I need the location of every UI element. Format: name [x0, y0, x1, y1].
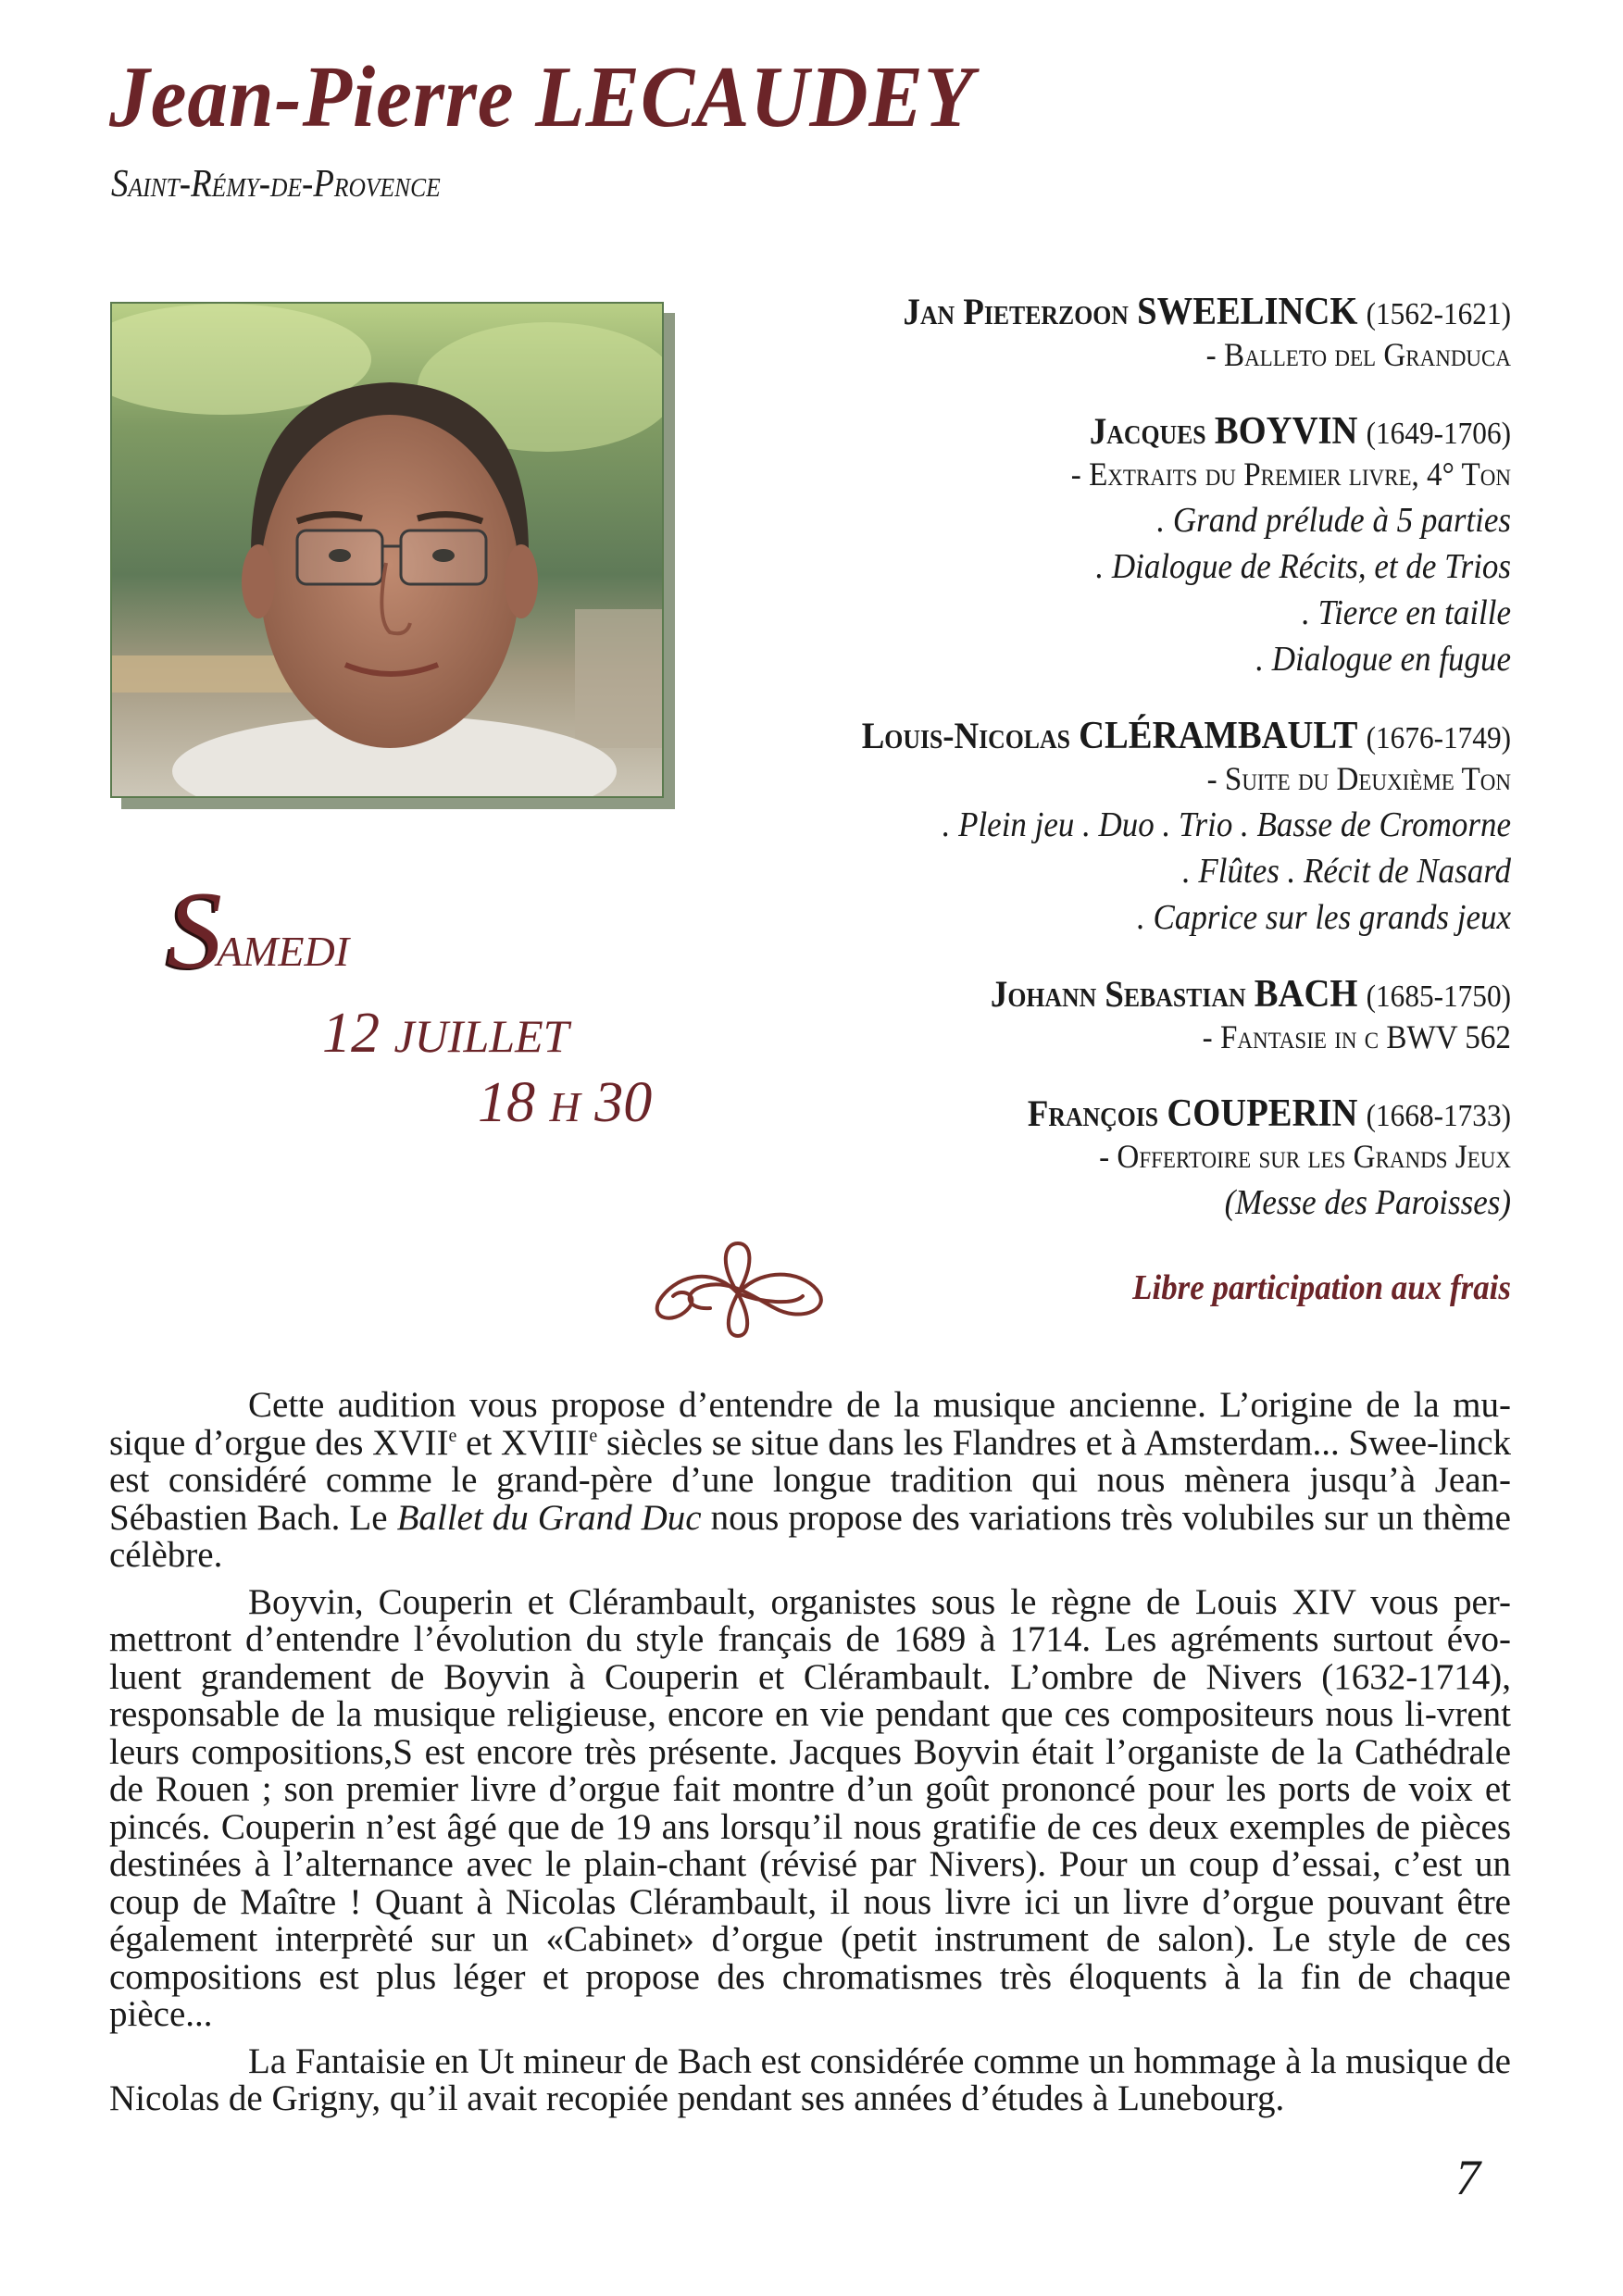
notes-paragraph-2: Boyvin, Couperin et Clérambault, organistes sous le règne de Louis XIV vous per-mettront d’entendre l’évolution du style français de 1689 à 1714. Les agréments surtout évo-luent grandement de Boyvin à Couperin et Clérambault. L’ombre de Nivers (1632-1714), responsable de la musique religieuse, encore en vie pendant que ces compositeurs nous li-vrent leurs compositions,S est encore très présente. Jacques Boyvin était l’organiste de la Cathédrale de Rouen ; son premier livre d’orgue fait montre d’un goût prononcé pour les ports de voix et pincés. Couperin n’est âgé que de 19 ans lorsqu’il nous gratifie de ces deux exemples de pièces destinées à l’alternance avec le plain-chant (révisé par Nivers). Pour un coup d’essai, c’est un coup de Maître ! Quant à Nicolas Clérambault, il nous livre ici un livre d’orgue pouvant être également interprèté sur un «Cabinet» d’orgue (petit instrument de salon). Le style de ces compositions est plus léger et propose des chromatismes très éloquents à la fin de chaque pièce... — [109, 1581, 1511, 2034]
composer-first-names: François — [1027, 1092, 1159, 1134]
composer-surname: SWEELINCK — [1137, 291, 1358, 333]
composer-dates: (1676-1749) — [1366, 721, 1511, 755]
movement-title: . Grand prélude à 5 parties — [1156, 501, 1511, 540]
composer-first-names: Louis-Nicolas — [861, 715, 1070, 756]
composer-surname: CLÉRAMBAULT — [1079, 715, 1358, 757]
day-rest: AMEDI — [217, 928, 350, 975]
composer-surname: COUPERIN — [1167, 1092, 1358, 1135]
time-separator: H — [549, 1083, 581, 1130]
concert-day — [167, 868, 350, 992]
work-title: - Balleto del Granduca — [1205, 336, 1511, 373]
notes-text: Cette audition vous propose d’entendre de la musique ancienne. L’origine de la mu-sique d’orgue des XVII — [109, 1385, 1511, 1463]
notes-text: siècles se situe dans les Flandres et à Amsterdam... Swee-linck est considéré comme le grand-père d’une longue tradition qui nous mènera jusqu’à Jean-Sébastien Bach. Le — [109, 1422, 1512, 1538]
composer-heading — [744, 293, 1511, 338]
movement-title: . Caprice sur les grands jeux — [1137, 898, 1511, 937]
notes-text: et XVIII — [456, 1422, 590, 1463]
work-title-italic: Ballet du Grand Duc — [396, 1497, 702, 1538]
composer-heading — [744, 717, 1511, 762]
program-notes — [109, 1387, 1511, 2128]
day-initial: S — [167, 868, 217, 992]
flourish-ornament-icon — [645, 1236, 830, 1342]
time-minutes: 30 — [594, 1071, 653, 1134]
work-title: - Extraits du Premier livre, 4° Ton — [1070, 455, 1511, 493]
movement-title: . Tierce en taille — [1302, 593, 1511, 632]
composer-surname: BACH — [1254, 973, 1358, 1016]
notes-paragraph-1 — [109, 1387, 1511, 1575]
concert-time — [478, 1071, 653, 1134]
concert-date — [322, 1002, 569, 1065]
time-hour: 18 — [478, 1071, 535, 1134]
performer-location: Saint-Rémy-de-Provence — [111, 163, 441, 206]
program-gap — [678, 383, 1511, 412]
date-month: JUILLET — [393, 1010, 569, 1062]
composer-heading — [744, 412, 1511, 457]
work-title: - Suite du Deuxième Ton — [1206, 760, 1511, 797]
notes-paragraph-3: La Fantaisie en Ut mineur de Bach est considérée comme un hommage à la musique de Nicolas de Grigny, qu’il avait recopiée pendant ses années d’études à Lunebourg. — [109, 2040, 1511, 2118]
composer-first-names: Johann Sebastian — [990, 973, 1246, 1015]
portrait-photo — [110, 302, 664, 798]
program-gap — [678, 1066, 1511, 1094]
date-day-number: 12 — [322, 1002, 380, 1065]
program-gap — [678, 946, 1511, 975]
composer-dates: (1562-1621) — [1366, 297, 1511, 331]
superscript: e — [448, 1425, 457, 1446]
movement-title: . Dialogue de Récits, et de Trios — [1095, 547, 1511, 586]
work-title: - Fantasie in c BWV 562 — [1202, 1018, 1511, 1055]
composer-dates: (1685-1750) — [1366, 980, 1511, 1014]
notes-text: nous propose des variations très volubiles sur un thème célèbre. — [109, 1497, 1511, 1575]
performer-name: Jean-Pierre LECAUDEY — [109, 49, 975, 145]
program-gap — [678, 688, 1511, 717]
portrait-illustration — [112, 304, 662, 796]
composer-first-names: Jacques — [1089, 410, 1206, 452]
composer-heading — [744, 975, 1511, 1020]
superscript: e — [589, 1425, 598, 1446]
movement-title: . Dialogue en fugue — [1255, 640, 1511, 679]
work-title: - Offertoire sur les Grands Jeux — [1099, 1138, 1511, 1175]
fee-note: Libre participation aux frais — [1132, 1268, 1511, 1307]
composer-dates: (1649-1706) — [1366, 417, 1511, 451]
movement-title: . Flûtes . Récit de Nasard — [1181, 852, 1511, 891]
composer-heading — [744, 1094, 1511, 1140]
movement-title: . Plein jeu . Duo . Trio . Basse de Cromorne — [942, 805, 1511, 844]
composer-dates: (1668-1733) — [1366, 1099, 1511, 1133]
composer-surname: BOYVIN — [1214, 410, 1358, 453]
concert-program — [678, 293, 1511, 1305]
composer-first-names: Jan Pieterzoon — [903, 291, 1129, 332]
movement-title: (Messe des Paroisses) — [1224, 1183, 1511, 1222]
page-number: 7 — [1455, 2150, 1480, 2205]
